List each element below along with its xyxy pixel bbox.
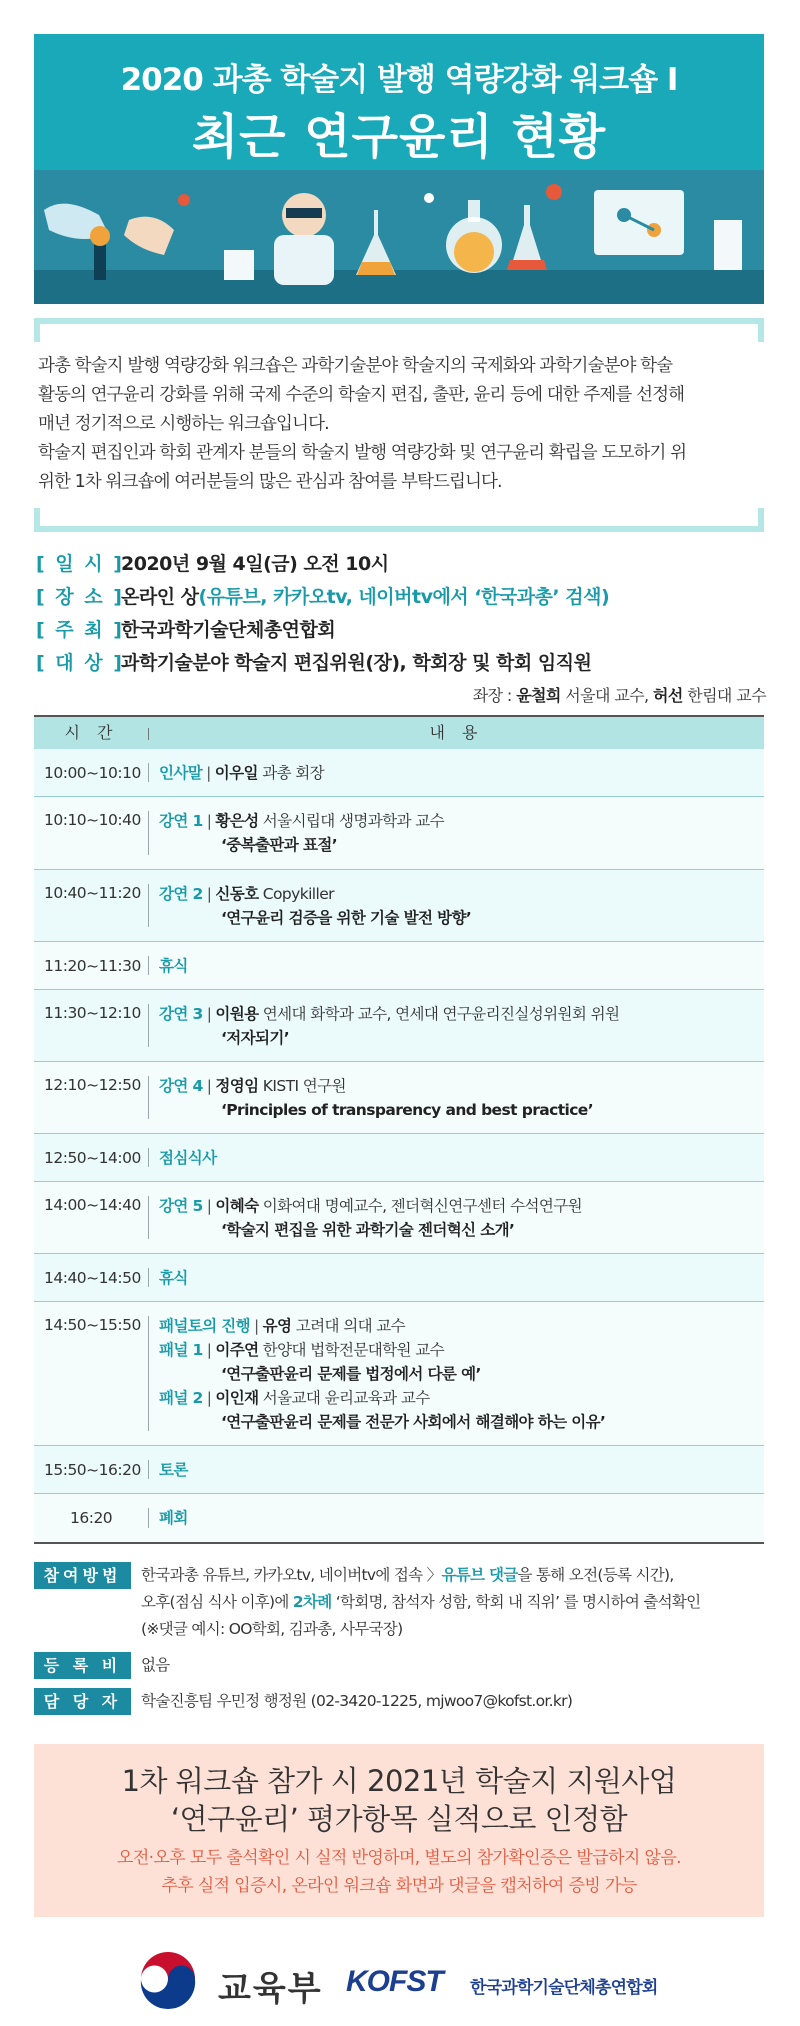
- speaker-name: 황은성: [215, 812, 259, 830]
- row-time: 10:00~10:10: [34, 749, 149, 796]
- method-text-a: 한국과총 유튜브, 카카오tv, 네이버tv에 접속 〉: [141, 1566, 442, 1584]
- info-place: [36, 581, 776, 614]
- notice-headline-1: 1차 워크숍 참가 시 2021년 학술지 지원사업: [121, 1764, 677, 1798]
- table-row: [34, 749, 764, 797]
- panel2-title: ‘연구출판윤리 문제를 전문가 사회에서 해결해야 하는 이유’: [221, 1413, 606, 1431]
- speaker-aff: 서울시립대 생명과학과 교수: [258, 812, 444, 830]
- participation-info: [34, 1562, 774, 1724]
- method-text-c: 오후(점심 식사 이후)에: [141, 1593, 293, 1611]
- speaker-aff: KISTI 연구원: [258, 1077, 346, 1095]
- method-text-d: ‘학회명, 참석자 성함, 학회 내 직위’ 를 명시하여 출석확인: [331, 1593, 701, 1611]
- panel1-title: ‘연구출판윤리 문제를 법정에서 다룬 예’: [221, 1365, 481, 1383]
- chair1-name: 윤철희: [516, 686, 561, 705]
- speaker-aff: 과총 회장: [257, 764, 325, 782]
- place-highlight: (유튜브, 카카오tv, 네이버tv에서 ‘한국과총’ 검색): [198, 586, 610, 608]
- speaker-aff: Copykiller: [258, 885, 334, 903]
- table-row: [34, 1134, 764, 1182]
- row-tag: 강연 4: [159, 1077, 203, 1095]
- schedule-table: [34, 715, 764, 1544]
- date-value: 2020년 9월 4일(금) 오전 10시: [121, 553, 389, 575]
- row-tag: 패널토의 진행: [159, 1317, 251, 1335]
- table-row: [34, 797, 764, 870]
- speaker-name: 이원용: [215, 1005, 259, 1023]
- divider: |: [206, 1197, 212, 1215]
- host-label: [ 주 최 ]: [36, 619, 124, 641]
- youtube-comment-highlight: 유튜브 댓글: [441, 1566, 518, 1584]
- comment-example: (※댓글 예시: OO학회, 김과총, 사무국장): [141, 1620, 403, 1638]
- row-tag: 강연 2: [159, 885, 203, 903]
- date-label: [ 일 시 ]: [36, 553, 124, 575]
- row-time: 10:40~11:20: [34, 870, 149, 941]
- method-label: 참여방법: [34, 1562, 131, 1589]
- table-row: [34, 942, 764, 990]
- row-tag: 폐회: [159, 1509, 188, 1527]
- table-row: [34, 990, 764, 1062]
- chair-prefix: 좌장 :: [472, 686, 517, 705]
- fee-value: 없음: [141, 1656, 170, 1674]
- divider: |: [206, 1005, 212, 1023]
- row-tag: 토론: [159, 1461, 188, 1479]
- twice-highlight: 2차례: [292, 1593, 332, 1611]
- intro-line: 과총 학술지 발행 역량강화 워크숍은 과학기술분야 학술지의 국제화와 과학기술분야 학술: [38, 356, 673, 376]
- notice-detail-2: 추후 실적 입증시, 온라인 워크숍 화면과 댓글을 캡처하여 증빙 가능: [161, 1876, 637, 1896]
- notice-headline-2: ‘연구윤리’ 평가항목 실적으로 인정함: [170, 1802, 628, 1836]
- divider: |: [206, 764, 211, 782]
- talk-title: ‘중복출판과 표절’: [221, 836, 337, 854]
- table-row: [34, 1254, 764, 1302]
- event-title: 2020 과총 학술지 발행 역량강화 워크숍 Ⅰ: [120, 62, 678, 98]
- row-tag: 강연 1: [159, 812, 203, 830]
- intro-frame-top: [34, 318, 764, 342]
- host-value: 한국과학기술단체총연합회: [121, 619, 336, 641]
- info-host: [36, 614, 776, 647]
- intro-frame-bottom: [34, 508, 764, 532]
- table-row: [34, 1182, 764, 1254]
- row-time: 14:50~15:50: [34, 1302, 149, 1445]
- contact-label: 담 당 자: [34, 1688, 131, 1715]
- row-content: [149, 1134, 764, 1181]
- row-content: [149, 1302, 764, 1445]
- event-info: [36, 548, 776, 680]
- panel1-name: 이주연: [215, 1341, 259, 1359]
- row-time: 11:30~12:10: [34, 990, 149, 1061]
- panel2-aff: 서울교대 윤리교육과 교수: [258, 1389, 430, 1407]
- schedule-header: [34, 715, 764, 749]
- row-tag: 인사말: [159, 764, 203, 782]
- row-content: [149, 1062, 764, 1133]
- science-lab-illustration: [34, 170, 764, 304]
- panel1-aff: 한양대 법학전문대학원 교수: [258, 1341, 444, 1359]
- table-row: [34, 1494, 764, 1542]
- moderator-aff: 고려대 의대 교수: [291, 1317, 406, 1335]
- method-row: [34, 1562, 774, 1643]
- intro-line: 매년 정기적으로 시행하는 워크숍입니다.: [38, 414, 329, 434]
- panel1-tag: 패널 1: [159, 1341, 203, 1359]
- row-content: [149, 1494, 764, 1542]
- chair-info: [473, 683, 766, 706]
- row-time: 16:20: [34, 1494, 149, 1542]
- row-content: [149, 942, 764, 989]
- row-tag: 강연 5: [159, 1197, 203, 1215]
- panel2-name: 이인재: [215, 1389, 259, 1407]
- row-content: [149, 1182, 764, 1253]
- row-content: [149, 797, 764, 869]
- row-time: 12:50~14:00: [34, 1134, 149, 1181]
- speaker-name: 신동호: [215, 885, 259, 903]
- table-row: [34, 1446, 764, 1494]
- row-time: 14:00~14:40: [34, 1182, 149, 1253]
- footer-logos: [0, 1945, 800, 2015]
- fee-label: 등 록 비: [34, 1652, 131, 1679]
- table-row: [34, 1302, 764, 1446]
- contact-row: [34, 1688, 774, 1715]
- talk-title: ‘연구윤리 검증을 위한 기술 발전 방향’: [221, 909, 472, 927]
- place-label: [ 장 소 ]: [36, 586, 124, 608]
- method-text: [131, 1562, 700, 1643]
- divider: |: [206, 1077, 212, 1095]
- row-time: 11:20~11:30: [34, 942, 149, 989]
- row-tag: 점심식사: [159, 1149, 217, 1167]
- kofst-name: 한국과학기술단체총연합회: [470, 1978, 658, 1998]
- speaker-aff: 연세대 화학과 교수, 연세대 연구윤리진실성위원회 위원: [258, 1005, 620, 1023]
- talk-title: ‘학술지 편집을 위한 과학기술 젠더혁신 소개’: [221, 1221, 515, 1239]
- table-row: [34, 1062, 764, 1134]
- speaker-name: 이우일: [214, 764, 258, 782]
- col-content: 내 용: [429, 723, 484, 742]
- info-target: [36, 647, 776, 680]
- intro-text: [38, 352, 762, 497]
- place-value: 온라인 상: [121, 586, 199, 608]
- contact-value: 학술진흥팀 우민정 행정원 (02-3420-1225, mjwoo7@kofst.or.kr): [141, 1692, 573, 1710]
- col-time: 시 간: [34, 717, 149, 749]
- table-row: [34, 870, 764, 942]
- intro-line: 활동의 연구윤리 강화를 위해 국제 수준의 학술지 편집, 출판, 윤리 등에 대한 주제를 선정해: [38, 385, 685, 405]
- method-text-b: 을 통해 오전(등록 시간),: [517, 1566, 674, 1584]
- divider: |: [206, 812, 212, 830]
- row-time: 10:10~10:40: [34, 797, 149, 869]
- row-tag: 휴식: [159, 1269, 188, 1287]
- row-content: [149, 1254, 764, 1301]
- fee-row: [34, 1652, 774, 1679]
- info-date: [36, 548, 776, 581]
- kofst-logo: KOFST: [346, 1965, 443, 1998]
- row-tag: 휴식: [159, 957, 188, 975]
- row-time: 14:40~14:50: [34, 1254, 149, 1301]
- talk-title: ‘Principles of transparency and best practice’: [221, 1101, 594, 1119]
- divider: |: [206, 1389, 212, 1407]
- target-value: 과학기술분야 학술지 편집위원(장), 학회장 및 학회 임직원: [121, 652, 592, 674]
- row-content: [149, 749, 764, 796]
- target-label: [ 대 상 ]: [36, 652, 124, 674]
- notice-detail-1: 오전·오후 모두 출석확인 시 실적 반영하며, 별도의 참가확인증은 발급하지 않음.: [117, 1848, 681, 1868]
- row-content: [149, 990, 764, 1061]
- panel2-tag: 패널 2: [159, 1389, 203, 1407]
- notice-details: [34, 1844, 764, 1900]
- row-time: 15:50~16:20: [34, 1446, 149, 1493]
- notice-box: [34, 1744, 764, 1917]
- speaker-name: 이혜숙: [215, 1197, 259, 1215]
- moe-taegeuk-icon: [135, 1949, 201, 2015]
- speaker-aff: 이화여대 명예교수, 젠더혁신연구센터 수석연구원: [258, 1197, 582, 1215]
- chair1-aff: 서울대 교수,: [560, 686, 654, 705]
- divider: |: [254, 1317, 259, 1335]
- divider: |: [206, 885, 212, 903]
- chair2-name: 허선: [653, 686, 683, 705]
- header-banner: [34, 34, 764, 304]
- intro-line: 위한 1차 워크숍에 여러분들의 많은 관심과 참여를 부탁드립니다.: [38, 472, 502, 492]
- moe-logo-text: 교육부: [218, 1969, 323, 2009]
- row-tag: 강연 3: [159, 1005, 203, 1023]
- chair2-aff: 한림대 교수: [682, 686, 766, 705]
- moderator-name: 유영: [262, 1317, 292, 1335]
- talk-title: ‘저자되기’: [221, 1029, 290, 1047]
- row-content: [149, 1446, 764, 1493]
- intro-line: 학술지 편집인과 학회 관계자 분들의 학술지 발행 역량강화 및 연구윤리 확립을 도모하기 위: [38, 443, 687, 463]
- speaker-name: 정영임: [215, 1077, 259, 1095]
- row-time: 12:10~12:50: [34, 1062, 149, 1133]
- divider: |: [206, 1341, 212, 1359]
- row-content: [149, 870, 764, 941]
- event-subtitle: 최근 연구윤리 현황: [191, 109, 607, 165]
